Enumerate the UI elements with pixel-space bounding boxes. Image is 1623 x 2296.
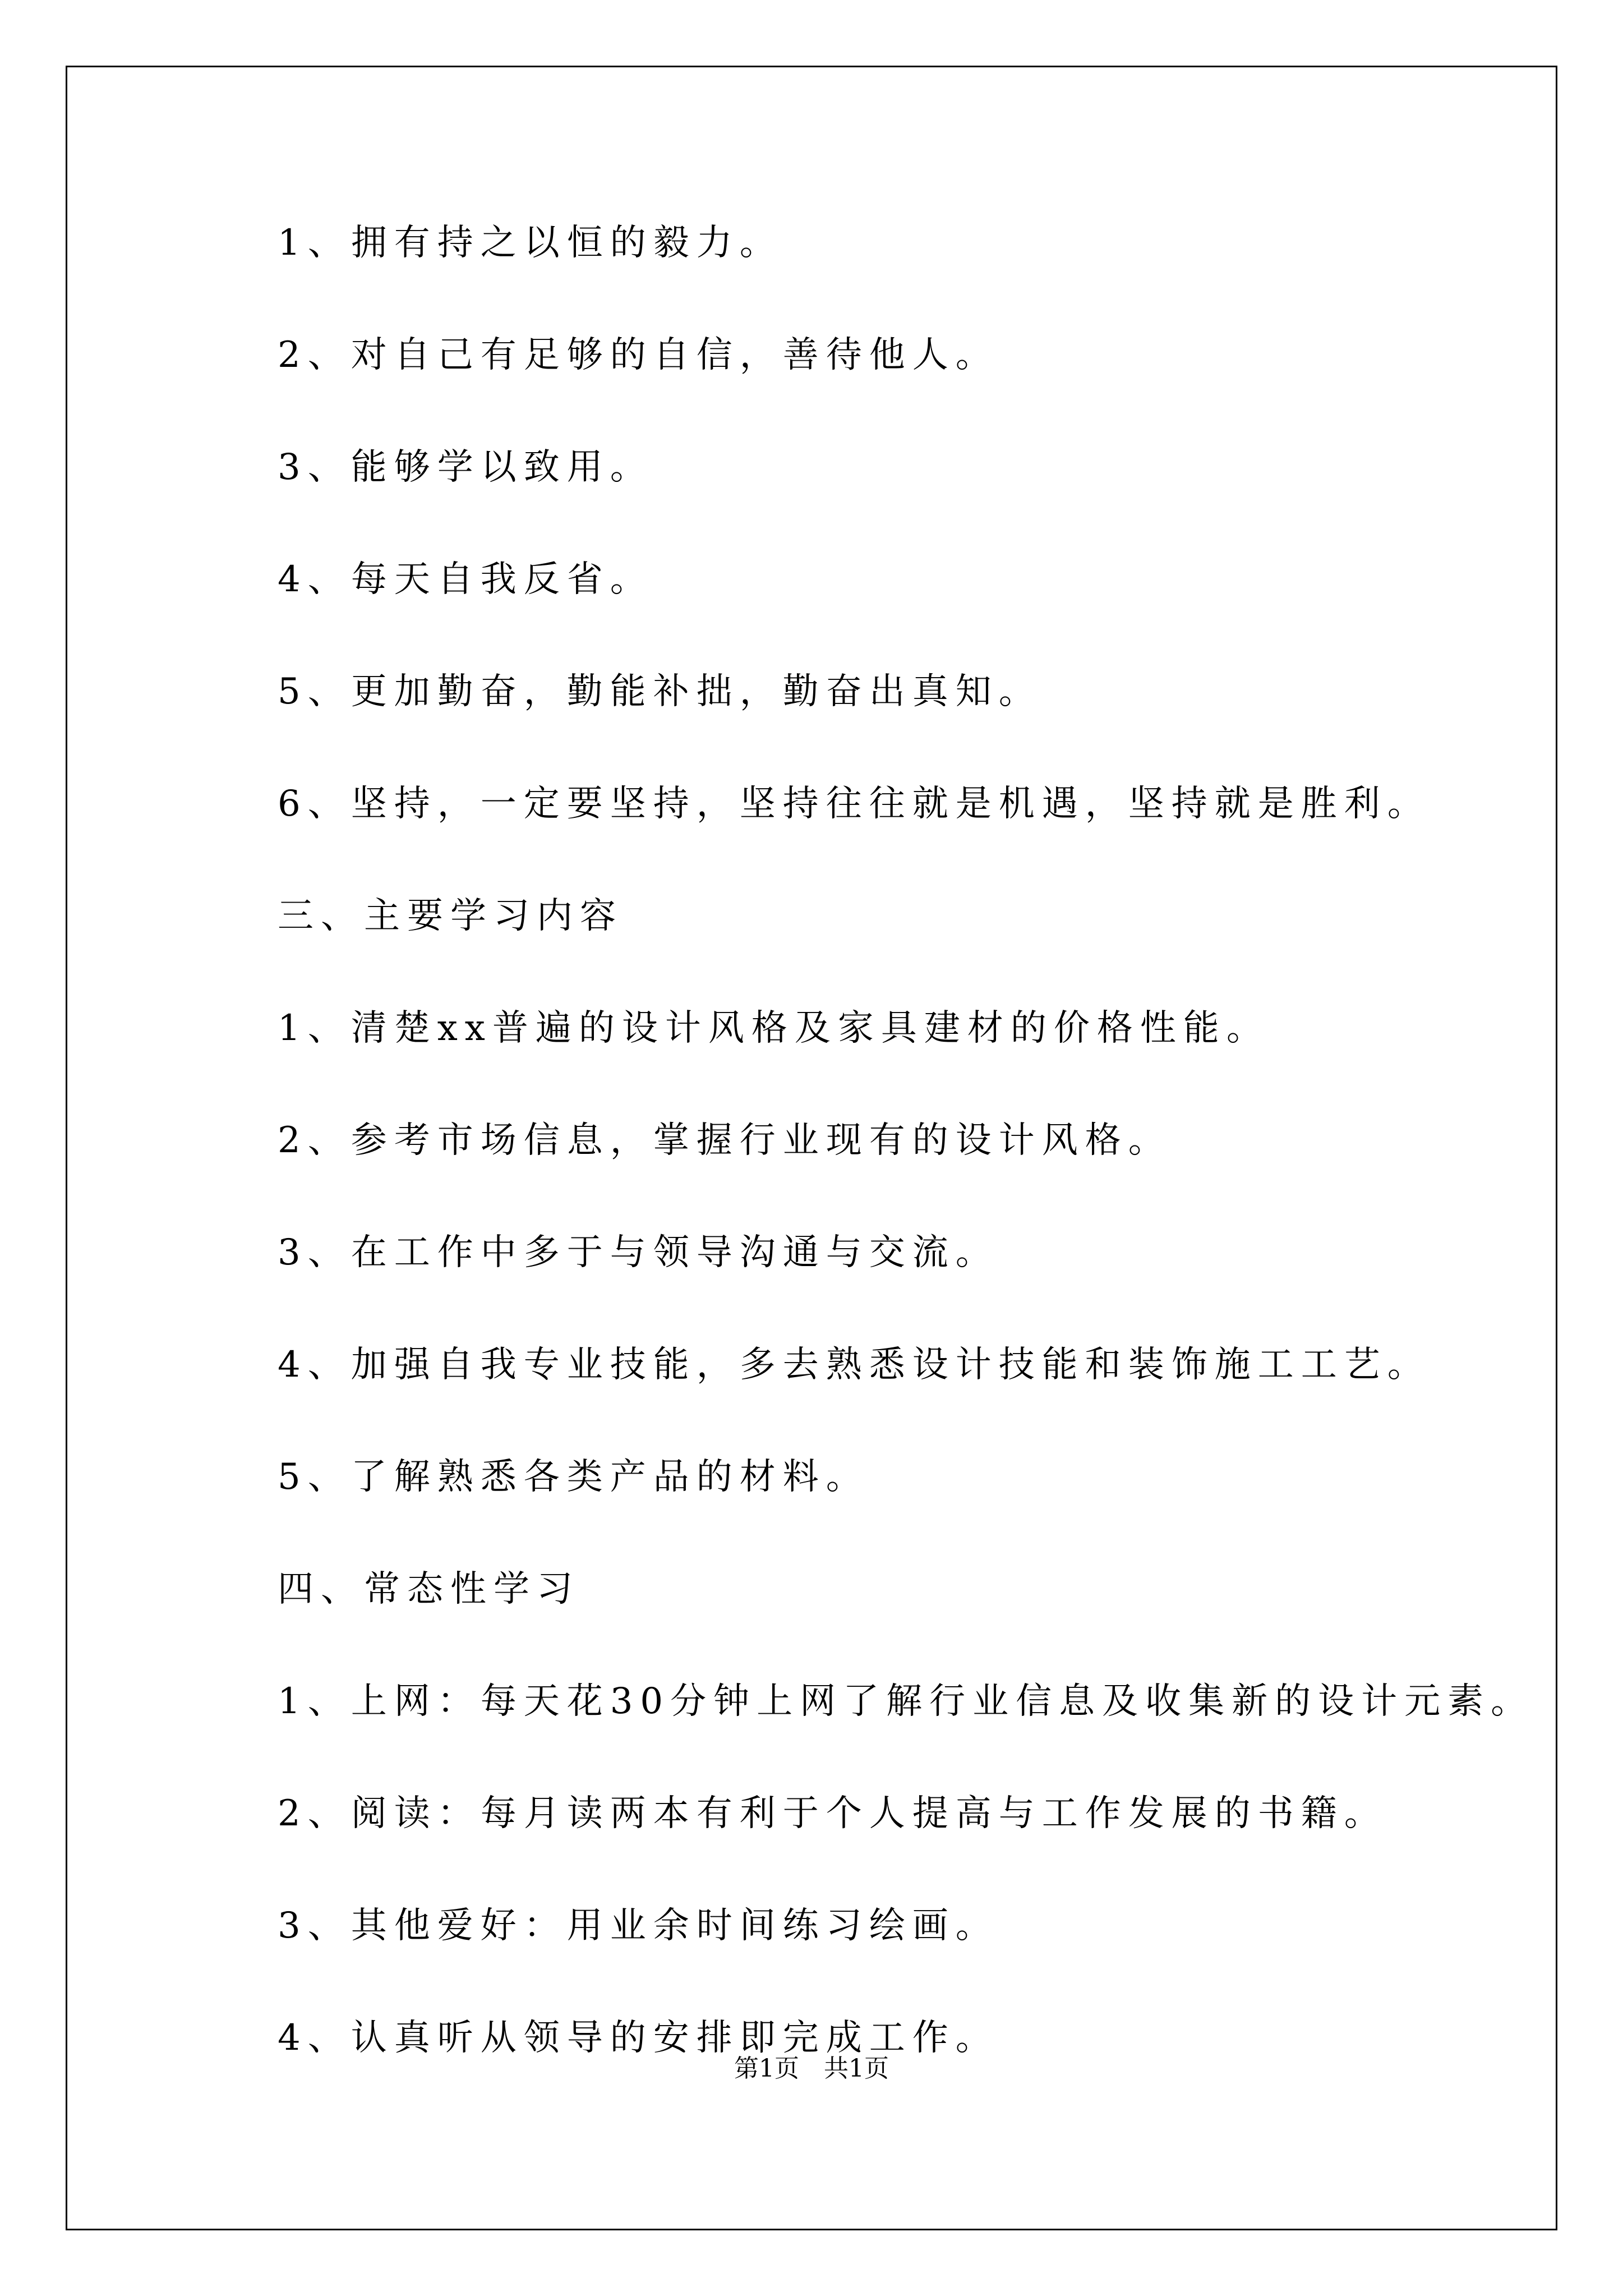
text-line: 1、上网：每天花30分钟上网了解行业信息及收集新的设计元素。 — [278, 1681, 1534, 1722]
section-heading: 四、常态性学习 — [278, 1568, 580, 1610]
text-line: 4、认真听从领导的安排即完成工作。 — [278, 2017, 999, 2059]
text-line: 3、能够学以致用。 — [278, 447, 653, 488]
text-line: 1、拥有持之以恒的毅力。 — [278, 222, 783, 264]
section-heading: 三、主要学习内容 — [278, 895, 623, 937]
text-line: 6、坚持，一定要坚持，坚持往往就是机遇，坚持就是胜利。 — [278, 783, 1431, 825]
text-line: 5、了解熟悉各类产品的材料。 — [278, 1456, 869, 1498]
text-line: 3、其他爱好：用业余时间练习绘画。 — [278, 1905, 999, 1947]
text-line: 3、在工作中多于与领导沟通与交流。 — [278, 1232, 999, 1273]
document-body — [278, 222, 1534, 2129]
text-line: 4、加强自我专业技能，多去熟悉设计技能和装饰施工工艺。 — [278, 1344, 1431, 1386]
text-line: 2、阅读：每月读两本有利于个人提高与工作发展的书籍。 — [278, 1793, 1387, 1834]
text-line: 4、每天自我反省。 — [278, 559, 653, 600]
text-line: 5、更加勤奋，勤能补拙，勤奋出真知。 — [278, 671, 1042, 712]
text-line: 2、对自己有足够的自信，善待他人。 — [278, 334, 999, 376]
page-number-footer: 第1页 共1页 — [734, 2054, 889, 2083]
text-line: 2、参考市场信息，掌握行业现有的设计风格。 — [278, 1120, 1172, 1161]
text-line: 1、清楚xx普遍的设计风格及家具建材的价格性能。 — [278, 1007, 1270, 1049]
